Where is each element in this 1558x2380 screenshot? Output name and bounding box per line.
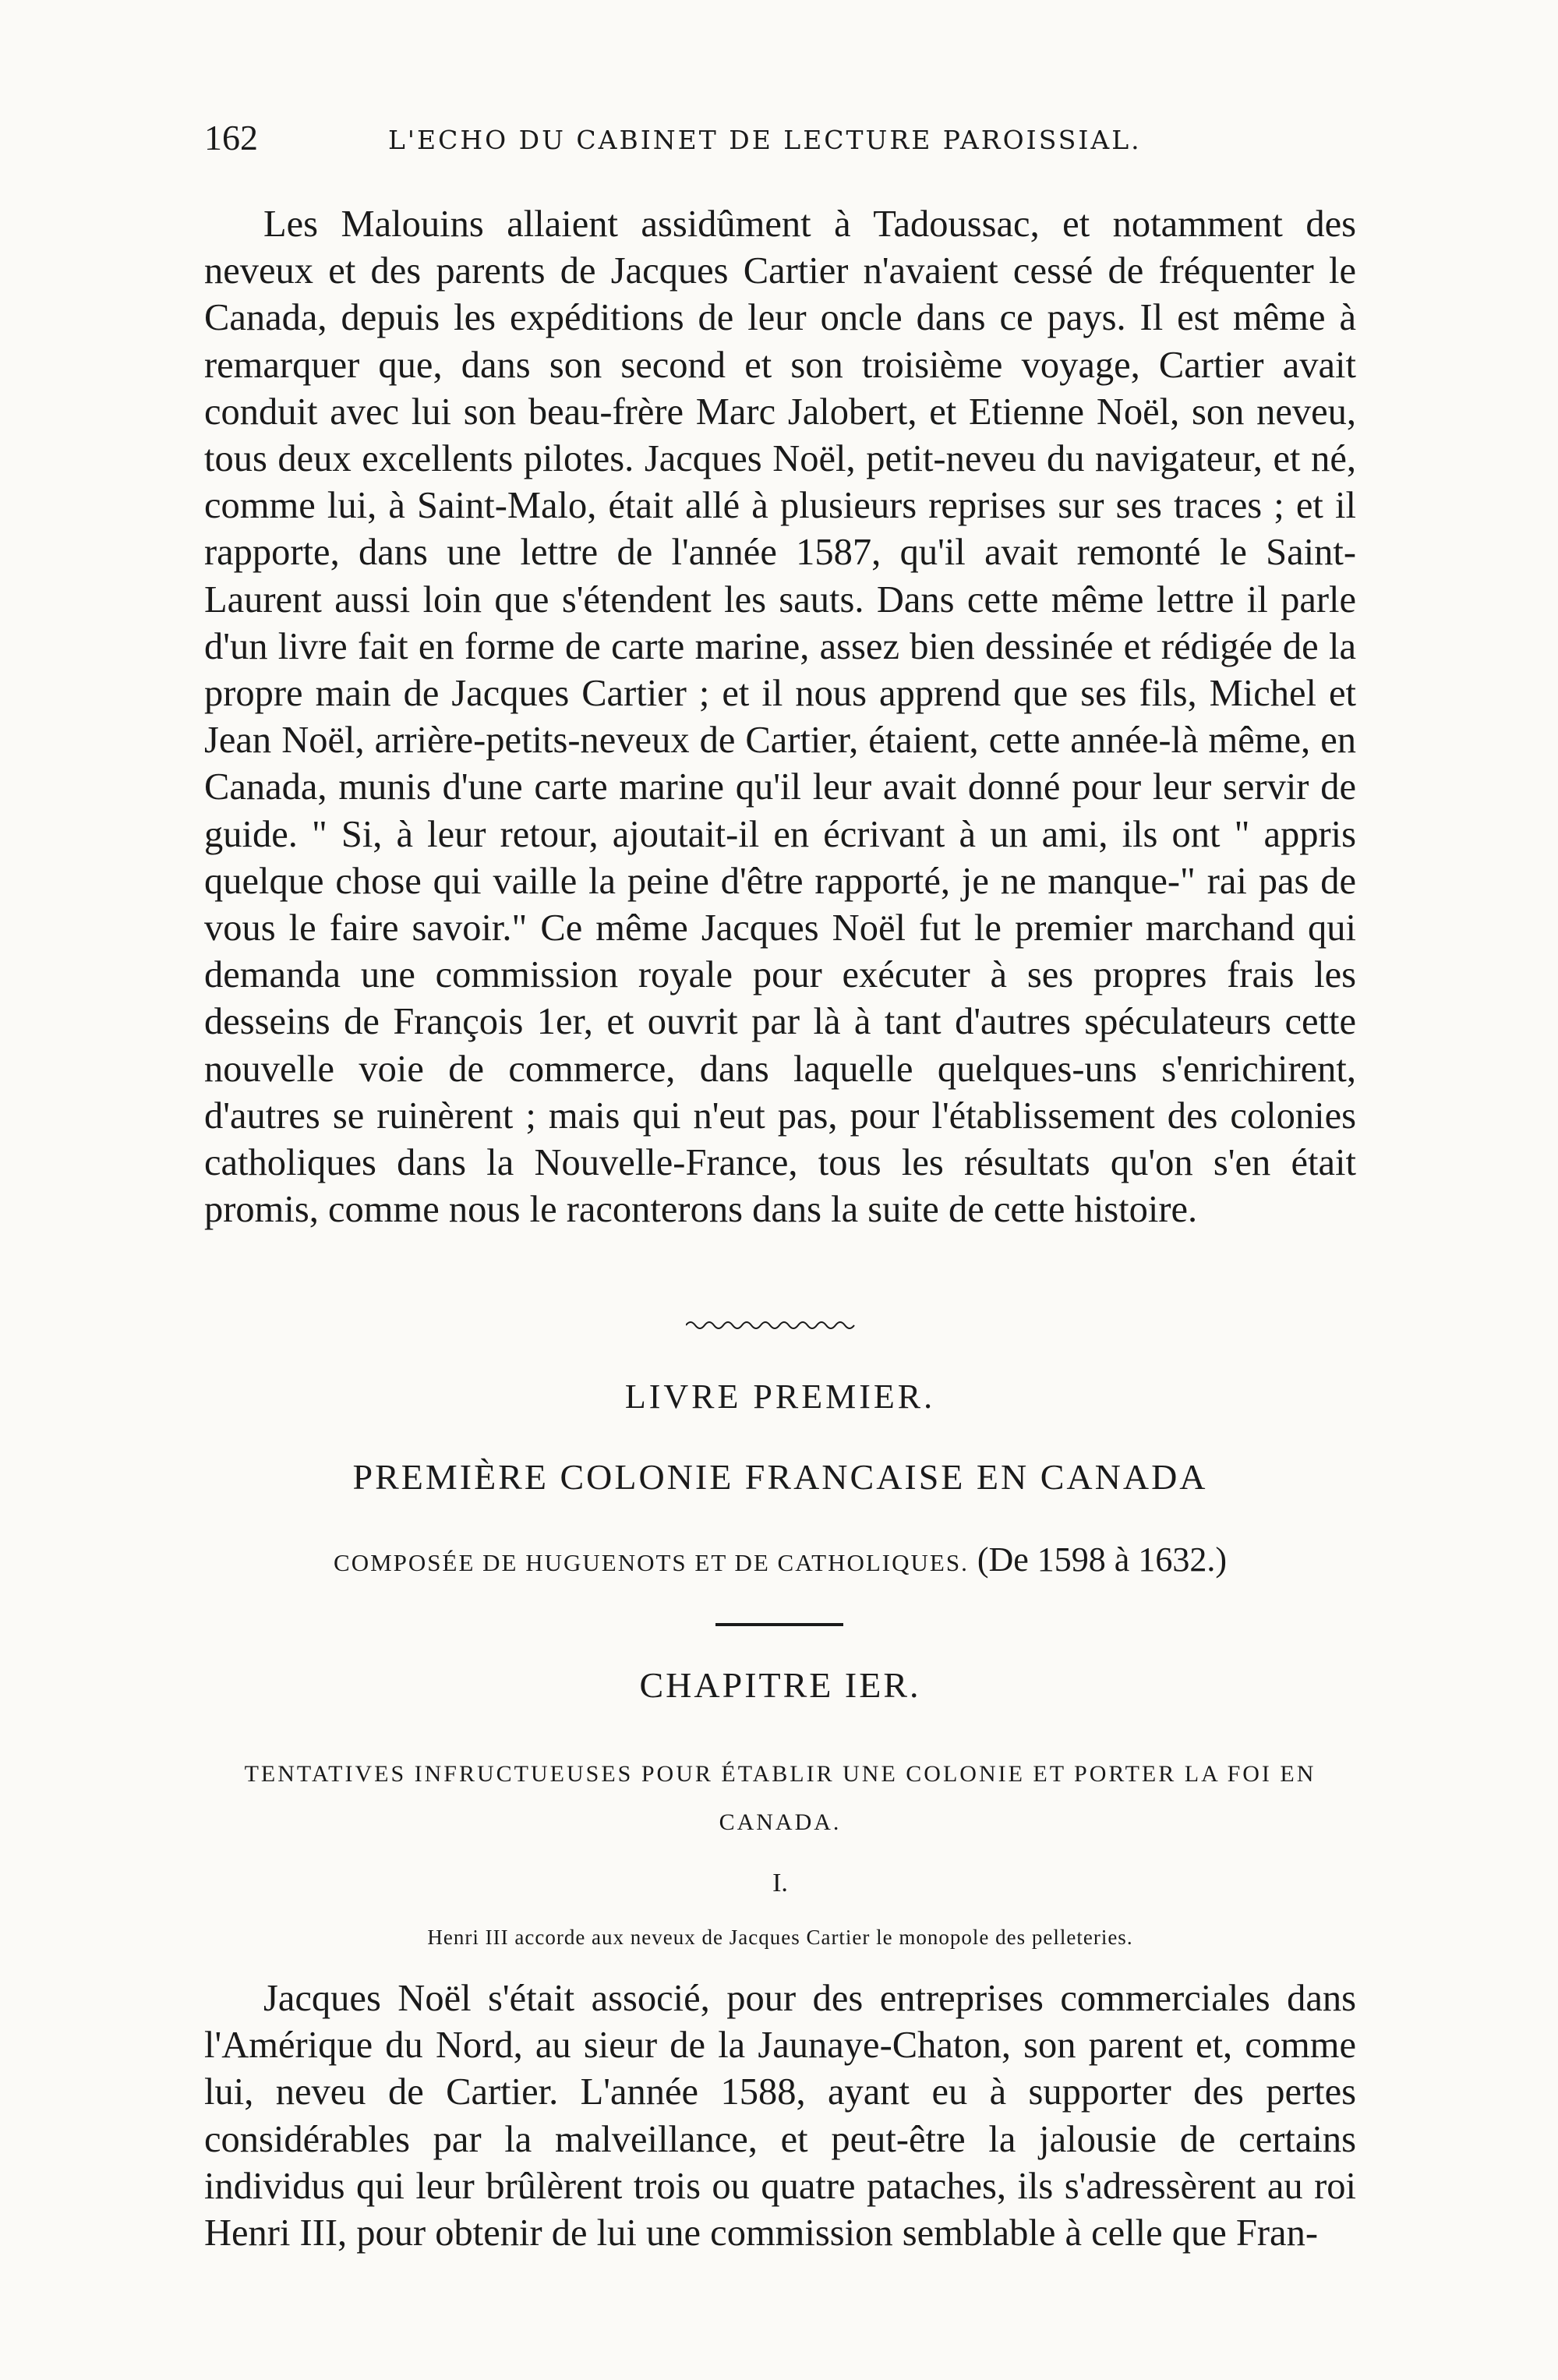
book-subtitle (204, 1540, 1356, 1579)
book-title: PREMIÈRE COLONIE FRANCAISE EN CANADA (352, 1457, 1208, 1497)
book-subtitle-dates: (De 1598 à 1632.) (977, 1540, 1227, 1579)
book-heading: LIVRE PREMIER. (624, 1377, 936, 1416)
paragraph-1: Les Malouins allaient assidûment à Tadoussac, et notamment des neveux et des parents de Jacques Cartier n'avaient cessé de fréquenter le Canada, depuis les expéditions de leur oncle dans ce pays. Il est même à remarquer que, dans son second et son troisième voyage, Cartier avait conduit avec lui son beau-frère Marc Jalobert, et Etienne Noël, son neveu, tous deux excellents pilotes. Jacques Noël, petit-neveu du navigateur, et né, comme lui, à Saint-Malo, était allé à plusieurs reprises sur ses traces ; et il rapporte, dans une lettre de l'année 1587, qu'il avait remonté le Saint-Laurent aussi loin que s'étendent les sauts. Dans cette même lettre il parle d'un livre fait en forme de carte marine, assez bien dessinée et rédigée de la propre main de Jacques Cartier ; et il nous apprend que ses fils, Michel et Jean Noël, arrière-petits-neveux de Cartier, étaient, cette année-là même, en Canada, munis d'une carte marine qu'il leur avait donné pour leur servir de guide. " Si, à leur retour, ajoutait-il en écrivant à un ami, ils ont " appris quelque chose qui vaille la peine d'être rapporté, je ne manque-" rai pas de vous le faire savoir." Ce même Jacques Noël fut le premier marchand qui demanda une commission royale pour exécuter à ses propres frais les desseins de François 1er, et ouvrit par là à tant d'autres spéculateurs cette nouvelle voie de commerce, dans laquelle quelques-uns s'enrichirent, d'autres se ruinèrent ; mais qui n'eut pas, pour l'établissement des colonies catholiques dans la Nouvelle-France, tous les résultats qu'on s'en était promis, comme nous le raconterons dans la suite de cette histoire. (204, 203, 1356, 1231)
ornament-divider (686, 1317, 857, 1333)
section-rule (715, 1623, 843, 1626)
section-summary: Henri III accorde aux neveux de Jacques Cartier le monopole des pelleteries. (427, 1926, 1133, 1949)
paragraph-2: Jacques Noël s'était associé, pour des entreprises commerciales dans l'Amérique du Nord, au sieur de la Jaunaye-Chaton, son parent et, comme lui, neveu de Cartier. L'année 1588, ayant eu à supporter des pertes considérables par la malveillance, et peut-être la jalousie de certains individus qui leur brûlèrent trois ou quatre pataches, ils s'adressèrent au roi Henri III, pour obtenir de lui une commission semblable à celle que Fran- (204, 1978, 1356, 2254)
chapter-heading: CHAPITRE IER. (639, 1665, 921, 1705)
chapter-title: TENTATIVES INFRUCTUEUSES POUR ÉTABLIR UNE COLONIE ET PORTER LA FOI EN CANADA. (244, 1761, 1316, 1835)
running-header (204, 117, 1356, 172)
page-number: 162 (204, 118, 258, 157)
running-title: L'ECHO DU CABINET DE LECTURE PAROISSIAL. (388, 125, 1142, 155)
book-subtitle-text: COMPOSÉE DE HUGUENOTS ET DE CATHOLIQUES. (334, 1549, 969, 1576)
section-number: I. (772, 1869, 788, 1897)
